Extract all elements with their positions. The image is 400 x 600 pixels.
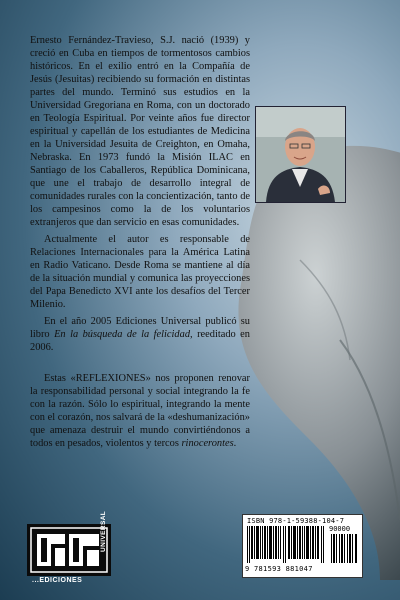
rinocerontes-text: rinocerontes (181, 438, 234, 449)
author-bio-paragraph: Ernesto Fernández-Travieso, S.J. nació (1939) y creció en Cuba en tiempos de tormentosos cambios históricos. En el exilio entró en la Compañía de Jesús (Jesuitas) recibiendo su formación en distintas partes del mundo. Terminó sus estudios en la Universidad Gregoriana en Roma, con un doctorado en Teología Espiritual. Por veinte años fue director espiritual y capellán de los estudiantes de Medicina en la Universidad Jesuita de Creighton, en Omaha, Nebraska. En 1973 fundó la Misión ILAC en Santiago de los Caballeros, República Dominicana, que une el trabajo de desarrollo integral de comunidades rurales con la concientización, tanto de los campesinos como la de los voluntarios extranjeros que dan servicio en esas comunidades. (30, 35, 250, 228)
logo-text: ...EDICIONES (32, 577, 83, 584)
ediciones-universal-logo (27, 524, 111, 576)
books-text-suffix: reeditado en 2006. (30, 329, 250, 353)
author-books-paragraph (30, 315, 250, 354)
books-text-prefix: En el año 2005 Ediciones Universal publicó su libro (30, 316, 250, 340)
reflexiones-end: . (233, 438, 237, 449)
logo-vertical-text: UNIVERSAL (100, 510, 107, 552)
isbn-number: ISBN 978-1-59388-104-7 (247, 517, 345, 525)
barcode-bars (247, 526, 327, 563)
price-barcode-bars (331, 534, 357, 563)
back-cover-text (30, 34, 250, 454)
barcode-digits: 9 781593 881047 (245, 565, 313, 573)
book-title: En la búsqueda de la felicidad, (54, 329, 193, 340)
author-role-paragraph: Actualmente el autor es responsable de Relaciones Internacionales para la América Latina en Radio Vaticano. Desde Roma se mantiene al día de la situación mundial y comunica las proyecciones del Papa Benedicto XVI ante los desafíos del Tercer Milenio. (30, 234, 250, 310)
reflexiones-text: Estas «REFLEXIONES» nos proponen renovar la responsabilidad personal y social integrando la fe con la razón. Sólo lo espiritual, integrando la mente con el corazón, nos salvará de la «deshumanización» que amenaza destruir el mundo convirtiéndonos a todos en pesados, violentos y tercos (30, 373, 250, 449)
isbn-barcode (242, 514, 363, 578)
author-photo (255, 106, 346, 203)
price-code: 90000 (329, 525, 351, 533)
reflexiones-paragraph (30, 372, 250, 450)
